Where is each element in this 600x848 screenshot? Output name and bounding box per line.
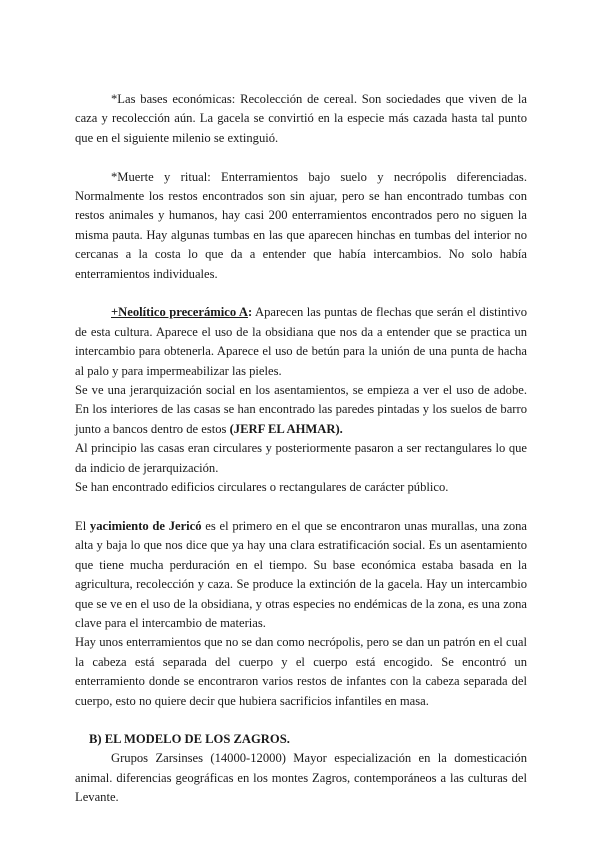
paragraph-jerico <box>75 517 527 633</box>
jerico-text: es el primero en el que se encontraron unas murallas, una zona alta y baja lo que nos dice que ya hay una clara estratificación social. Es un asentamiento que tiene mucha perduración en el tiempo. Su base económica estaba basada en la agricultura, recolección y caza. Se produce la extinción de la gacela. Hay un intercambio que se ve en el uso de la obsidiana, y otras especies no endémicas de la zona, es una zona clave para el intercambio de materias. <box>75 518 527 630</box>
neolitico-colon: : <box>248 305 253 320</box>
jerf-el-ahmar: (JERF EL AHMAR). <box>229 421 343 436</box>
paragraph-edificios: Se han encontrado edificios circulares o rectangulares de carácter público. <box>75 480 449 495</box>
jerico-bold: yacimiento de Jericó <box>89 518 202 533</box>
paragraph-muerte-ritual: *Muerte y ritual: Enterramientos bajo suelo y necrópolis diferenciadas. Normalmente los restos encontrados son sin ajuar, pero se han encontrado tumbas con restos animales y humanos, hay casi 200 enterramientos encontrados pero no siguen la misma pauta. Hay algunas tumbas en las que aparecen hinchas en tumbas del interior no cercanas a la costa lo que da a entender que había intercambios. No solo había enterramientos individuales. <box>75 169 527 281</box>
paragraph-enterramientos: Hay unos enterramientos que no se dan como necrópolis, pero se dan un patrón en el cual la cabeza está separada del cuerpo y el cuerpo está encogido. Se encontró un enterramiento donde se encontraron varios restos de infantes con la cabeza separada del cuerpo, esto no quiere decir que hubiera sacrificios infantiles en masa. <box>75 635 527 708</box>
jerico-prefix: El <box>75 518 90 533</box>
jerarquizacion-text: Se ve una jerarquización social en los asentamientos, se empieza a ver el uso de adobe. En los interiores de las casas se han encontrado las paredes pintadas y los suelos de barro junto a bancos dentro de estos <box>75 383 527 436</box>
paragraph-neolitico <box>75 303 527 381</box>
heading-modelo-zagros: B) EL MODELO DE LOS ZAGROS. <box>89 731 290 746</box>
paragraph-zagros: Grupos Zarsinses (14000-12000) Mayor especialización en la domesticación animal. diferencias geográficas en los montes Zagros, contemporáneos a las culturas del Levante. <box>75 751 527 805</box>
neolitico-heading: +Neolítico precerámico A <box>111 305 249 320</box>
paragraph-casas: Al principio las casas eran circulares y posteriormente pasaron a ser rectangulares lo que da indicio de jerarquización. <box>75 441 527 475</box>
paragraph-bases-economicas: *Las bases económicas: Recolección de cereal. Son sociedades que viven de la caza y recolección aún. La gacela se convirtió en la especie más cazada hasta tal punto que en el siguiente milenio se extinguió. <box>75 92 527 145</box>
paragraph-jerarquizacion <box>75 381 527 439</box>
document-page <box>75 90 527 808</box>
neolitico-text: Aparecen las puntas de flechas que serán el distintivo de esta cultura. Aparece el uso de la obsidiana que nos da a entender que se practica un intercambio para obtenerla. Aparece el uso de betún para la unión de una punta de hacha al palo y para impermeabilizar las pieles. <box>75 305 527 378</box>
